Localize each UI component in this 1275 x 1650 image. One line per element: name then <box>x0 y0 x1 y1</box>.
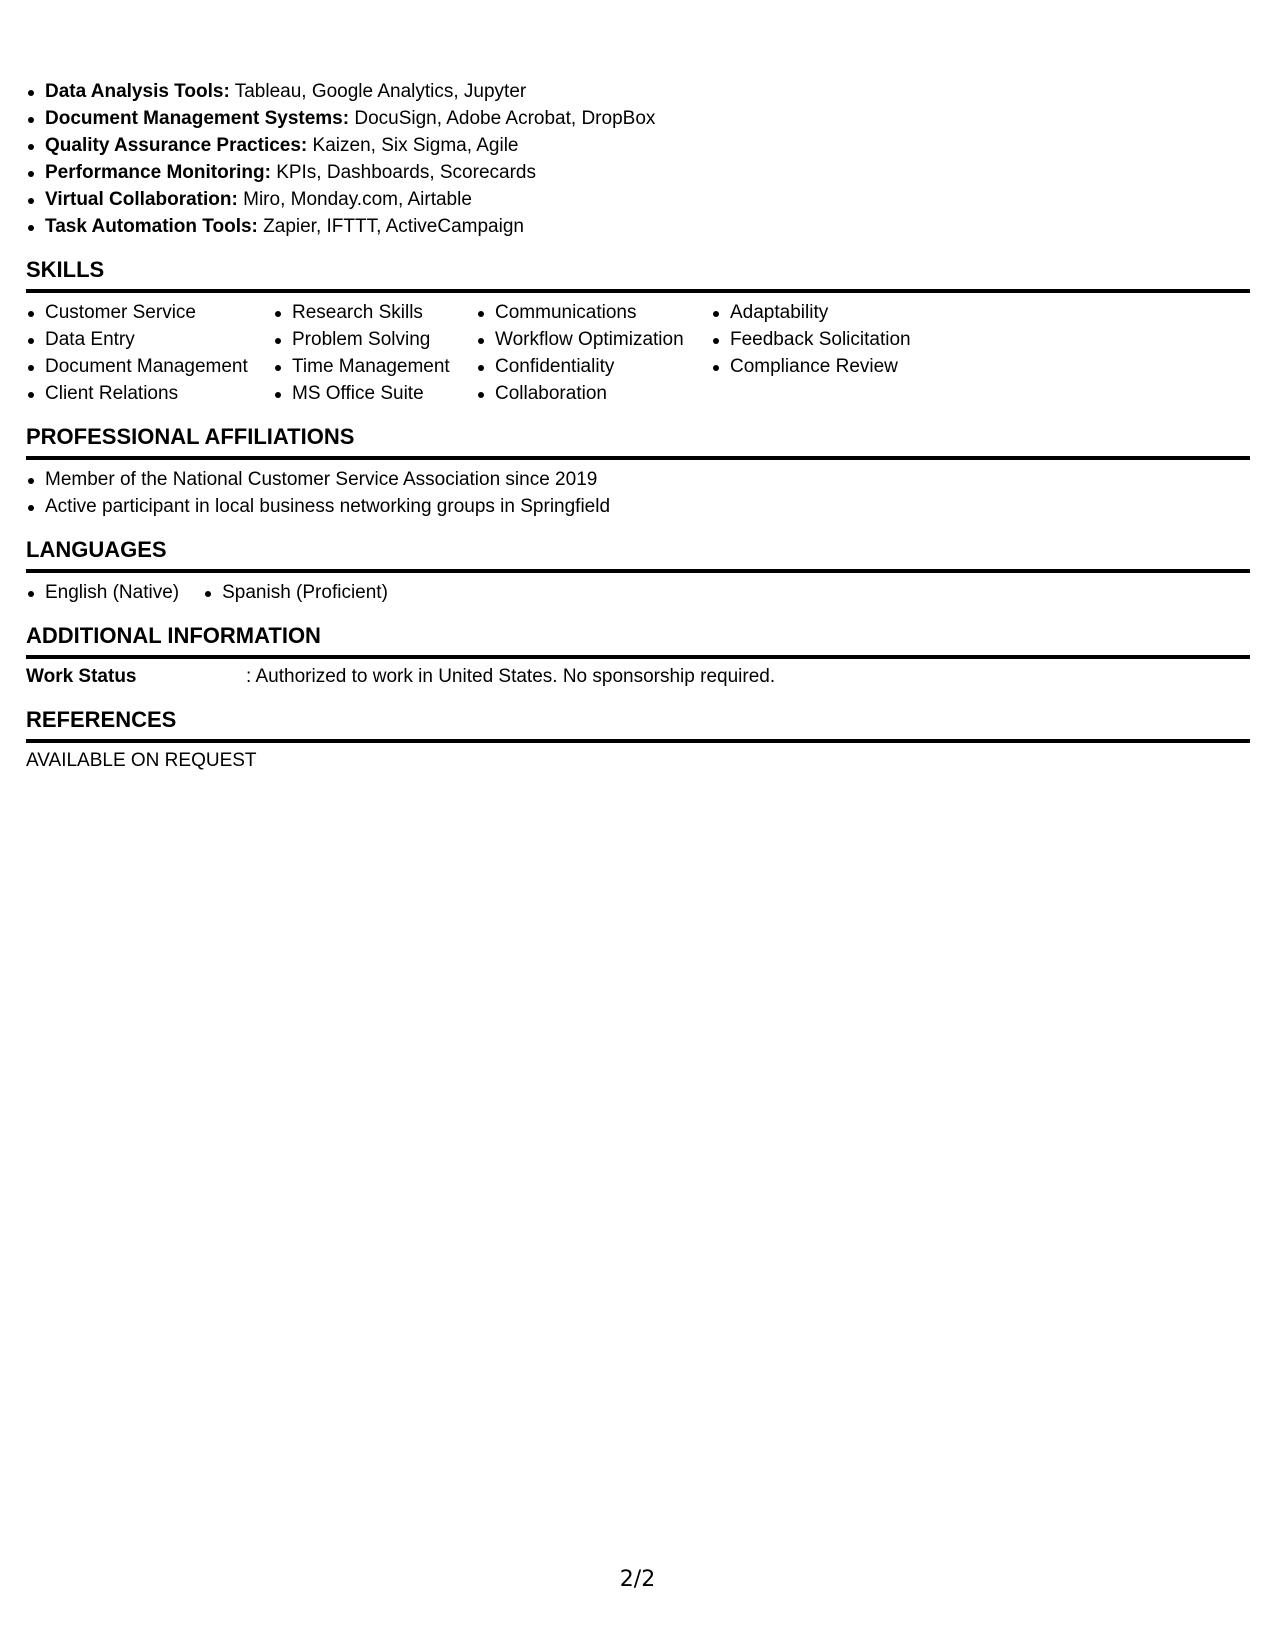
section-title-skills: SKILLS <box>26 240 1250 293</box>
tool-label: Virtual Collaboration: <box>45 189 238 210</box>
tools-list <box>26 78 1250 240</box>
languages-section <box>26 520 1250 606</box>
section-title-affiliations: PROFESSIONAL AFFILIATIONS <box>26 407 1250 460</box>
skills-section <box>26 240 1250 407</box>
list-item: Collaboration <box>476 380 711 407</box>
skills-column <box>273 299 476 407</box>
list-item: MS Office Suite <box>273 380 476 407</box>
list-item: English (Native) <box>26 579 179 606</box>
tool-label: Quality Assurance Practices: <box>45 135 308 156</box>
tool-label: Document Management Systems: <box>45 108 350 129</box>
list-item: Workflow Optimization <box>476 326 711 353</box>
skills-column <box>711 299 951 407</box>
list-item: Feedback Solicitation <box>711 326 951 353</box>
list-item: Document Management <box>26 353 273 380</box>
tool-label: Data Analysis Tools: <box>45 81 230 102</box>
additional-info-section <box>26 606 1250 690</box>
skills-column <box>26 299 273 407</box>
list-item: Active participant in local business networking groups in Springfield <box>26 493 1250 520</box>
list-item: Time Management <box>273 353 476 380</box>
list-item <box>26 132 1250 159</box>
list-item: Communications <box>476 299 711 326</box>
skills-column <box>476 299 711 407</box>
work-status-label: Work Status <box>26 666 137 687</box>
references-text: AVAILABLE ON REQUEST <box>26 750 257 771</box>
resume-page <box>26 78 1250 774</box>
languages-list <box>26 573 1250 606</box>
tool-value: Tableau, Google Analytics, Jupyter <box>234 81 527 102</box>
section-title-references: REFERENCES <box>26 690 1250 743</box>
list-item: Customer Service <box>26 299 273 326</box>
list-item: Problem Solving <box>273 326 476 353</box>
page-number: 2/2 <box>619 1567 656 1592</box>
tool-label: Task Automation Tools: <box>45 216 258 237</box>
tool-value: Miro, Monday.com, Airtable <box>243 189 472 210</box>
tool-label: Performance Monitoring: <box>45 162 271 183</box>
tool-value: Kaizen, Six Sigma, Agile <box>312 135 519 156</box>
list-item: Member of the National Customer Service Association since 2019 <box>26 466 1250 493</box>
list-item <box>26 159 1250 186</box>
references-section <box>26 690 1250 774</box>
section-title-additional-info: ADDITIONAL INFORMATION <box>26 606 1250 659</box>
list-item: Adaptability <box>711 299 951 326</box>
tool-value: Zapier, IFTTT, ActiveCampaign <box>263 216 524 237</box>
affiliations-section <box>26 407 1250 520</box>
list-item <box>26 186 1250 213</box>
list-item <box>26 213 1250 240</box>
list-item: Confidentiality <box>476 353 711 380</box>
list-item: Compliance Review <box>711 353 951 380</box>
work-status-value: : Authorized to work in United States. No sponsorship required. <box>246 666 776 687</box>
affiliations-list <box>26 460 1250 520</box>
work-status-row <box>26 659 1250 690</box>
tool-value: KPIs, Dashboards, Scorecards <box>276 162 536 183</box>
list-item: Spanish (Proficient) <box>203 579 388 606</box>
section-title-languages: LANGUAGES <box>26 520 1250 573</box>
list-item: Research Skills <box>273 299 476 326</box>
tool-value: DocuSign, Adobe Acrobat, DropBox <box>354 108 656 129</box>
list-item <box>26 78 1250 105</box>
skills-grid <box>26 293 1250 407</box>
list-item: Client Relations <box>26 380 273 407</box>
list-item: Data Entry <box>26 326 273 353</box>
list-item <box>26 105 1250 132</box>
